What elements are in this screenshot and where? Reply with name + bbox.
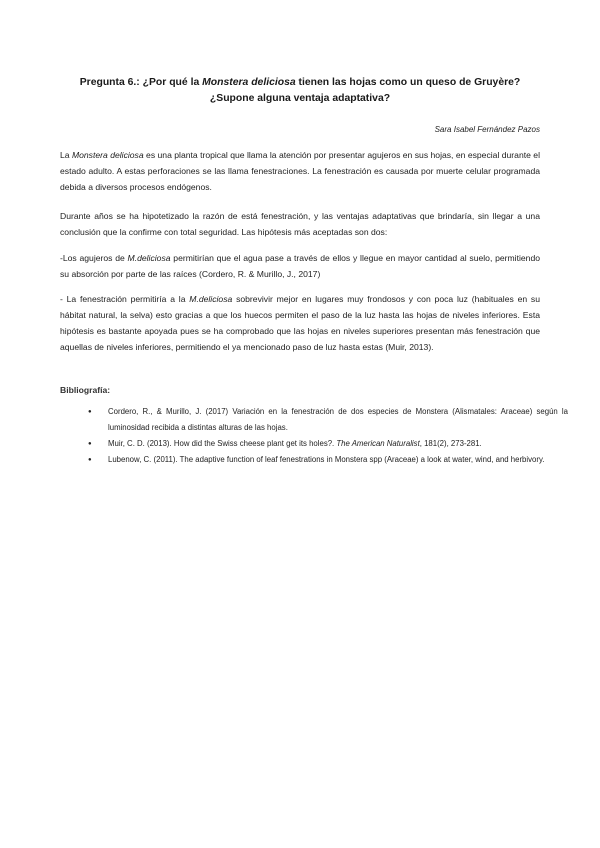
author: Sara Isabel Fernández Pazos (434, 125, 540, 134)
paragraph-intro (60, 147, 540, 195)
journal-name: The American Naturalist (336, 439, 420, 448)
text: , 181(2), 273-281. (419, 439, 482, 448)
paragraph-hypothesis-water (60, 250, 540, 282)
text: Lubenow, C. (2011). The adaptive function of leaf fenestrations in Monstera spp (Araceae) a look at water, wind, and herbivory. (108, 455, 545, 464)
text: - La fenestración permitiría a la (60, 294, 190, 304)
bibliography-item (108, 404, 568, 436)
title-species: Monstera deliciosa (202, 77, 296, 88)
text: sobrevivir mejor en lugares muy frondosos y con poca luz (habituales en su hábitat natural, la selva) esto gracias a que los huecos permiten el paso de la luz hasta las hojas de niveles inferiores. Esta hipótesis es bastante apoyada pues se ha comprobado que las hojas en niveles superiores presentan más fenestración que aquellas de niveles inferiores, permitiendo el ya mencionado paso de luz hasta estas (Muir, 2013). (60, 294, 540, 352)
paragraph-hypotheses: Durante años se ha hipotetizado la razón de está fenestración, y las ventajas adaptativas que brindaría, sin llegar a una conclusión que la confirme con total seguridad. Las hipótesis más aceptadas son dos: (60, 211, 540, 237)
bibliography-item (108, 452, 568, 468)
text: La (60, 150, 72, 160)
species-name: Monstera deliciosa (71, 150, 144, 160)
page-title (60, 75, 540, 107)
text: es una planta tropical que llama la atención por presentar agujeros en sus hojas, en especial durante el estado adulto. A estas perforaciones se las llama fenestraciones. La fenestración es causada por muerte celular programada debida a diversos procesos endógenos. (60, 150, 540, 192)
species-name: M.deliciosa (127, 253, 171, 263)
bibliography-item (108, 436, 568, 452)
title-text: tienen las hojas como un queso de Gruyère? (295, 77, 521, 88)
text: Cordero, R., & Murillo, J. (2017) Variación en la fenestración de dos especies de Monstera (Alismatales: Araceae) según la luminosidad recibida a distintas alturas de las hojas. (108, 407, 568, 432)
text: permitirían que el agua pase a través de ellos y llegue en mayor cantidad al suelo, permitiendo su absorción por parte de las raíces (Cordero, R. & Murillo, J., 2017) (60, 253, 541, 279)
bibliography-heading: Bibliografía: (60, 385, 111, 395)
species-name: M.deliciosa (189, 294, 233, 304)
title-subtitle: ¿Supone alguna ventaja adaptativa? (209, 93, 391, 104)
text: Muir, C. D. (2013). How did the Swiss cheese plant get its holes?. (108, 439, 337, 448)
bibliography-list (80, 404, 568, 468)
text: -Los agujeros de (60, 253, 128, 263)
paragraph-hypothesis-light (60, 291, 540, 355)
title-text: Pregunta 6.: ¿Por qué la (79, 77, 203, 88)
